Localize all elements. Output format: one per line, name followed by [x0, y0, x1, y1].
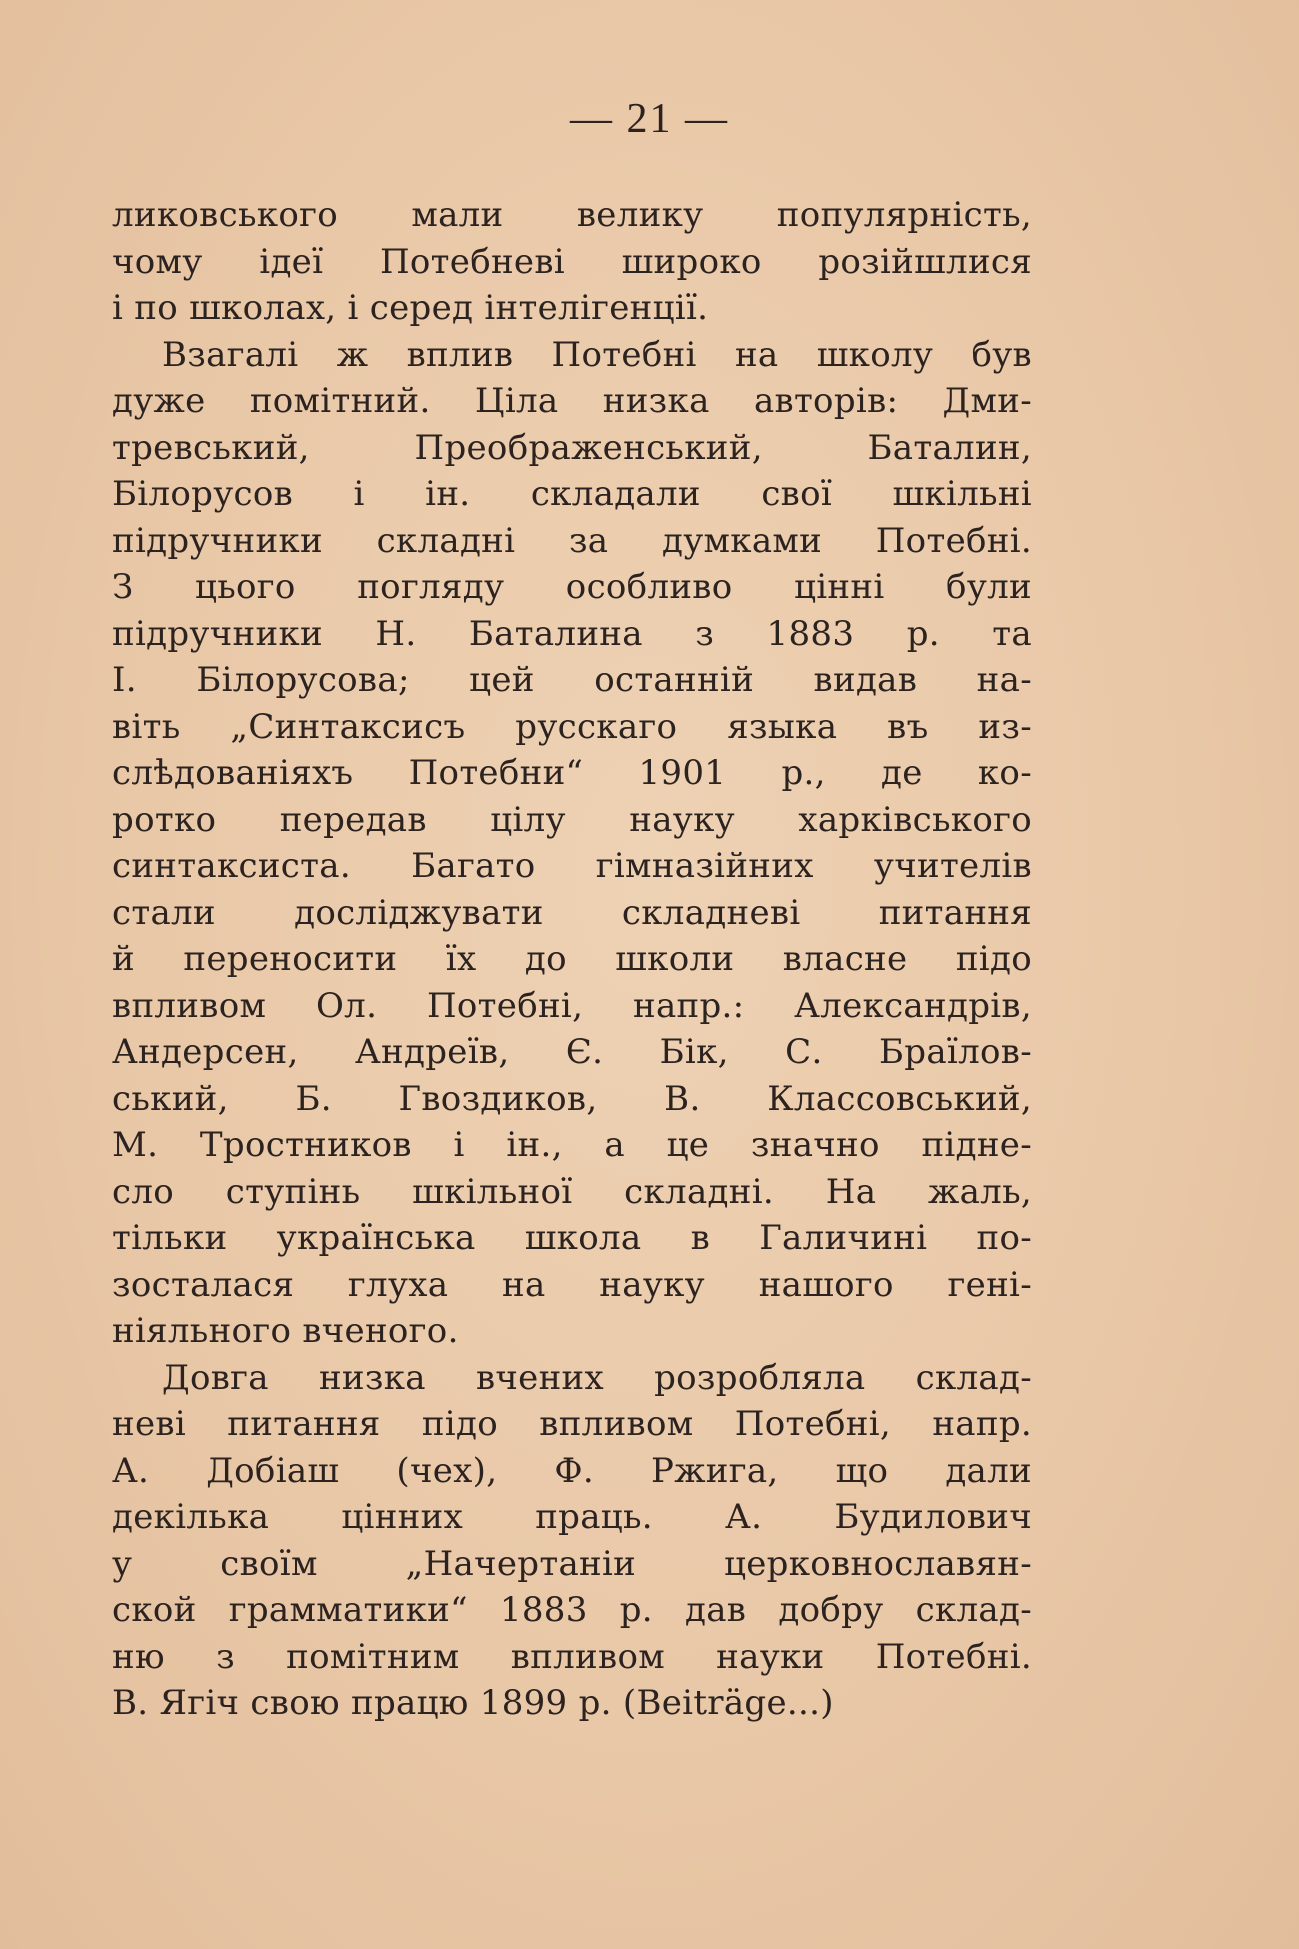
text-line: ню з помітним впливом науки Потебні.	[112, 1636, 1032, 1677]
text-line: ніяльного вченого.	[112, 1311, 459, 1351]
text-line: Андерсен, Андреїв, Є. Бік, С. Браїлов-	[112, 1032, 1032, 1072]
text-line: у своїм „Начертаніи церковнославян-	[112, 1543, 1032, 1584]
text-line: А. Добіаш (чех), Ф. Ржига, що дали	[112, 1450, 1032, 1491]
text-line: зосталася глуха на науку нашого гені-	[112, 1264, 1032, 1305]
text-line: сло ступінь шкільної складні. На жаль,	[112, 1171, 1032, 1212]
text-line: З цього погляду особливо цінні були	[112, 567, 1032, 607]
text-line: ський, Б. Гвоздиков, В. Классовський,	[112, 1078, 1032, 1119]
text-line: й переносити їх до школи власне підо	[112, 939, 1032, 979]
text-line: слѣдованіяхъ Потебни“ 1901 р., де ко-	[112, 753, 1032, 793]
text-line: впливом Ол. Потебні, напр.: Александрів,	[112, 985, 1032, 1026]
text-line: синтаксиста. Багато гімназійних учителів	[112, 846, 1032, 886]
paragraph	[112, 1355, 1032, 1727]
text-line: дуже помітний. Ціла низка авторів: Дми-	[112, 381, 1032, 421]
paragraph	[112, 332, 1032, 1355]
text-line: підручники Н. Баталина з 1883 р. та	[112, 613, 1032, 654]
text-line: Взагалі ж вплив Потебні на школу був	[162, 334, 1032, 375]
text-line: М. Тростников і ін., а це значно підне-	[112, 1125, 1032, 1165]
text-line: Довга низка вчених розробляла склад-	[162, 1357, 1032, 1398]
text-line: і по школах, і серед інтелігенції.	[112, 288, 709, 328]
page-number: — 21 —	[570, 96, 729, 142]
text-line: тільки українська школа в Галичині по-	[112, 1218, 1032, 1258]
text-line: І. Білорусова; цей останній видав на-	[112, 660, 1032, 700]
text-line: тревський, Преображенський, Баталин,	[112, 427, 1032, 468]
body-text	[112, 192, 1032, 1727]
text-line: підручники складні за думками Потебні.	[112, 520, 1032, 561]
text-line: неві питання підо впливом Потебні, напр.	[112, 1404, 1032, 1444]
text-line: В. Ягіч свою працю 1899 р. (Beiträge...)	[112, 1683, 834, 1723]
text-line: чому ідеї Потебневі широко розійшлися	[112, 241, 1032, 282]
text-line: стали досліджувати складневі питання	[112, 892, 1032, 933]
text-line: декілька цінних праць. А. Будилович	[112, 1497, 1032, 1537]
paragraph	[112, 192, 1032, 332]
text-line: ликовського мали велику популярність,	[112, 195, 1032, 235]
text-line: віть „Синтаксисъ русскаго языка въ из-	[112, 706, 1032, 747]
text-line: ротко передав цілу науку харківського	[112, 799, 1032, 840]
text-line: ской грамматики“ 1883 р. дав добру склад-	[112, 1590, 1032, 1630]
text-line: Білорусов і ін. складали свої шкільні	[112, 474, 1032, 514]
